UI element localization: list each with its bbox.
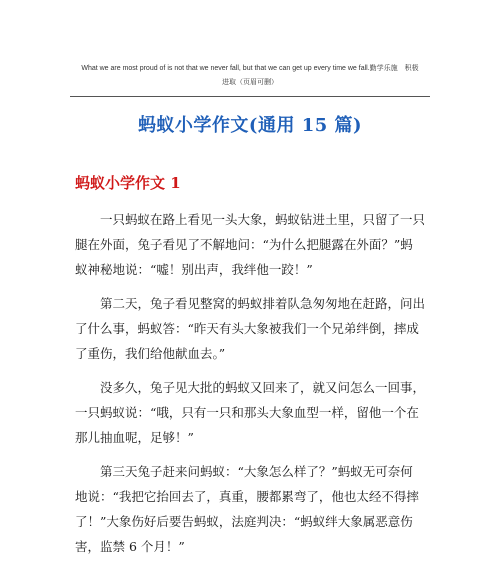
- header-line-1: What we are most proud of is not that we never fall, but that we can get up every time we fall.勤学乐施 积极: [81, 65, 419, 72]
- header-line-2: 进取（页眉可删）: [222, 79, 278, 86]
- paragraph-3: 没多久，兔子见大批的蚂蚁又回来了，就又问怎么一回事，一只蚂蚁说：“哦，只有一只和那头大象血型一样，留他一个在那儿抽血呢，足够！”: [75, 380, 426, 445]
- header-divider: [70, 96, 430, 97]
- section-heading: 蚂蚁小学作文 1: [75, 174, 181, 192]
- paragraph-1: 一只蚂蚁在路上看见一头大象，蚂蚁钻进土里，只留了一只腿在外面，兔子看见了不解地问：“为什么把腿露在外面？”蚂蚁神秘地说：“嘘！别出声，我绊他一跤！”: [75, 212, 426, 277]
- paragraph-4: 第三天兔子赶来问蚂蚁：“大象怎么样了？”蚂蚁无可奈何地说：“我把它抬回去了，真重，腰都累弯了，他也太经不得摔了！”大象伤好后要告蚂蚁，法庭判决：“蚂蚁绊大象属恶意伤害，监禁 6 个月！”: [75, 464, 419, 554]
- body-text: [75, 207, 425, 566]
- page-header: [70, 62, 430, 90]
- document-title: 蚂蚁小学作文(通用 15 篇): [137, 115, 363, 136]
- paragraph-2: 第二天，兔子看见整窝的蚂蚁排着队急匆匆地在赶路，问出了什么事，蚂蚁答：“昨天有头大象被我们一个兄弟绊倒，摔成了重伤，我们给他献血去。”: [75, 296, 426, 361]
